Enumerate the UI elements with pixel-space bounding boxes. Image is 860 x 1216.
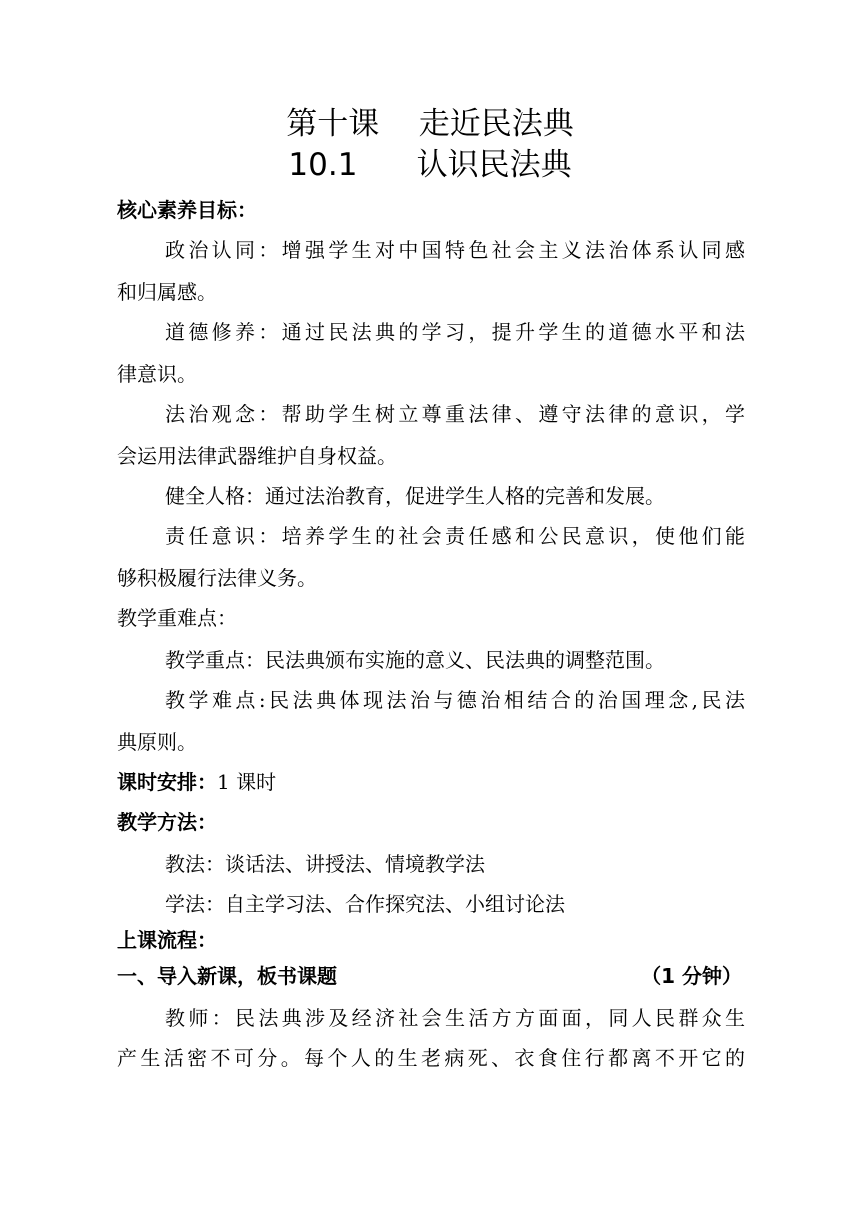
lesson-title: 第十课 走近民法典	[286, 106, 574, 142]
goal-personality: 健全人格：通过法治教育，促进学生人格的完善和发展。	[165, 484, 665, 508]
teacher-text-line1: 教师：民法典涉及经济社会生活方方面面，同人民群众生	[165, 1006, 745, 1030]
schedule-label: 课时安排：	[117, 770, 217, 794]
goal-responsibility-line2: 够积极履行法律义务。	[117, 566, 317, 590]
teaching-method: 教法：谈话法、讲授法、情境教学法	[165, 852, 485, 876]
goal-responsibility-line1: 责任意识：培养学生的社会责任感和公民意识，使他们能	[165, 524, 745, 548]
difficult-point-line1: 教学难点:民法典体现法治与德治相结合的治国理念,民法	[165, 688, 745, 712]
schedule-value: 1 课时	[217, 770, 277, 794]
goal-political-line2: 和归属感。	[117, 280, 217, 304]
teacher-text-line2: 产生活密不可分。每个人的生老病死、衣食住行都离不开它的	[117, 1046, 745, 1070]
goal-moral-line2: 律意识。	[117, 362, 197, 386]
learning-method: 学法：自主学习法、合作探究法、小组讨论法	[165, 892, 565, 916]
step1-title: 一、导入新课，板书课题	[117, 964, 337, 988]
goal-law-line2: 会运用法律武器维护自身权益。	[117, 444, 397, 468]
key-point: 教学重点：民法典颁布实施的意义、民法典的调整范围。	[165, 648, 665, 672]
core-goals-heading: 核心素养目标：	[117, 198, 257, 222]
goal-political-line1: 政治认同：增强学生对中国特色社会主义法治体系认同感	[165, 238, 745, 262]
schedule-row	[117, 768, 745, 796]
difficult-point-line2: 典原则。	[117, 730, 197, 754]
key-points-heading: 教学重难点：	[117, 606, 237, 630]
goal-moral-line1: 道德修养：通过民法典的学习，提升学生的道德水平和法	[165, 320, 745, 344]
section-title: 10.1 认识民法典	[288, 147, 572, 183]
flow-heading: 上课流程：	[117, 928, 217, 952]
step1-duration: （1 分钟）	[641, 964, 742, 988]
goal-law-line1: 法治观念：帮助学生树立尊重法律、遵守法律的意识，学	[165, 402, 745, 426]
methods-heading: 教学方法：	[117, 810, 217, 834]
